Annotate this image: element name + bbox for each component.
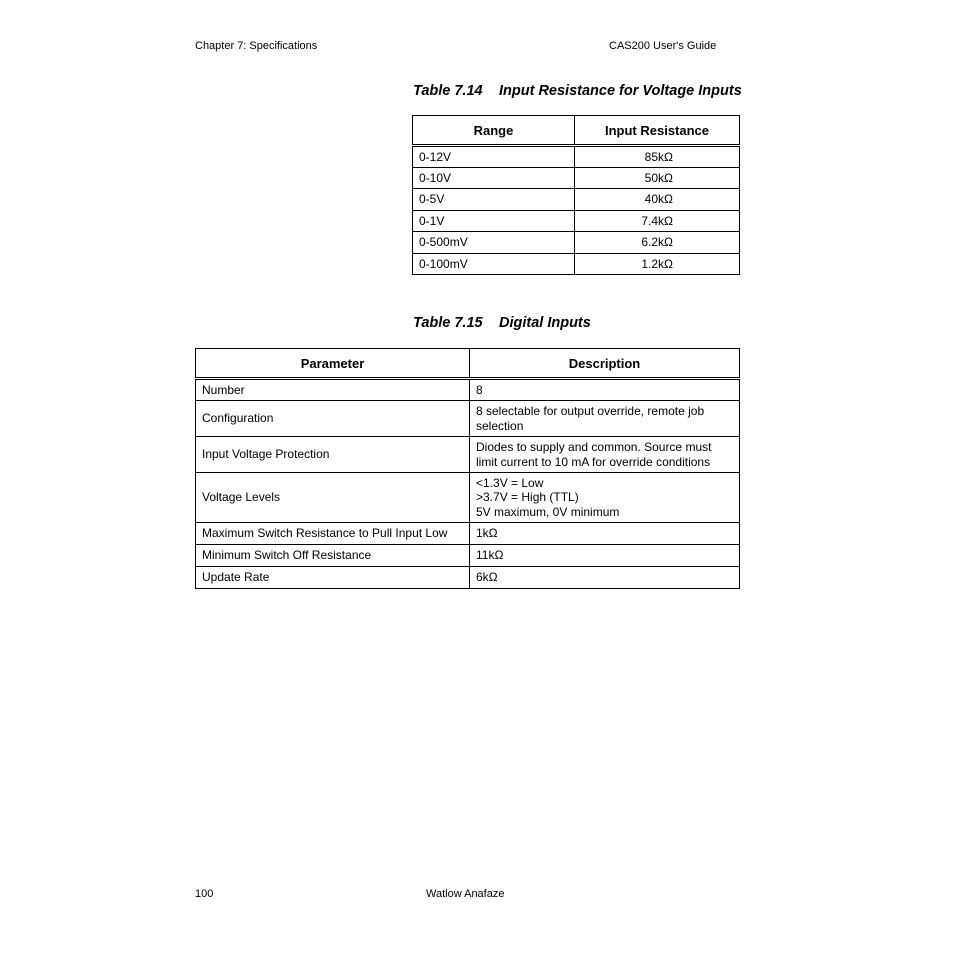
table-row (196, 567, 740, 589)
table-7-14-title: Input Resistance for Voltage Inputs (499, 83, 742, 99)
running-header-guide: CAS200 User's Guide (609, 40, 717, 52)
description-cell: 11kΩ (470, 545, 740, 567)
range-cell: 0-500mV (413, 232, 575, 254)
range-cell: 0-12V (413, 146, 575, 168)
table-row (413, 146, 740, 168)
table-7-14-caption (413, 83, 742, 99)
parameter-cell: Configuration (196, 401, 470, 437)
digital-inputs-table (195, 348, 740, 589)
parameter-cell: Number (196, 379, 470, 401)
table-row (196, 523, 740, 545)
parameter-cell: Voltage Levels (196, 473, 470, 523)
resistance-cell: 6.2kΩ (575, 232, 740, 254)
table-row (196, 401, 740, 437)
parameter-cell: Update Rate (196, 567, 470, 589)
running-header-chapter: Chapter 7: Specifications (195, 40, 318, 52)
table-row (196, 437, 740, 473)
description-cell: 8 selectable for output override, remote job selection (470, 401, 740, 437)
column-header-input-resistance: Input Resistance (575, 116, 740, 146)
table-7-15-number: Table 7.15 (413, 315, 483, 331)
table-header-row (196, 349, 740, 379)
parameter-cell: Minimum Switch Off Resistance (196, 545, 470, 567)
range-cell: 0-10V (413, 167, 575, 189)
resistance-cell: 1.2kΩ (575, 253, 740, 275)
footer-publisher: Watlow Anafaze (426, 888, 505, 900)
column-header-description: Description (470, 349, 740, 379)
resistance-cell: 85kΩ (575, 146, 740, 168)
table-7-14-number: Table 7.14 (413, 83, 483, 99)
description-cell: 8 (470, 379, 740, 401)
table-7-15-caption (413, 315, 591, 331)
input-resistance-table (412, 115, 740, 275)
range-cell: 0-100mV (413, 253, 575, 275)
description-cell: 6kΩ (470, 567, 740, 589)
column-header-parameter: Parameter (196, 349, 470, 379)
table-row (413, 210, 740, 232)
table-row (413, 232, 740, 254)
table-row (413, 189, 740, 211)
table-header-row (413, 116, 740, 146)
resistance-cell: 50kΩ (575, 167, 740, 189)
table-7-15-title: Digital Inputs (499, 315, 591, 331)
range-cell: 0-1V (413, 210, 575, 232)
parameter-cell: Input Voltage Protection (196, 437, 470, 473)
table-row (196, 545, 740, 567)
page-number: 100 (195, 888, 214, 900)
range-cell: 0-5V (413, 189, 575, 211)
column-header-range: Range (413, 116, 575, 146)
table-row (196, 473, 740, 523)
table-row (196, 379, 740, 401)
resistance-cell: 40kΩ (575, 189, 740, 211)
table-row (413, 253, 740, 275)
description-cell: Diodes to supply and common. Source must limit current to 10 mA for override conditions (470, 437, 740, 473)
parameter-cell: Maximum Switch Resistance to Pull Input Low (196, 523, 470, 545)
description-cell: <1.3V = Low >3.7V = High (TTL) 5V maximum, 0V minimum (470, 473, 740, 523)
resistance-cell: 7.4kΩ (575, 210, 740, 232)
table-row (413, 167, 740, 189)
description-cell: 1kΩ (470, 523, 740, 545)
